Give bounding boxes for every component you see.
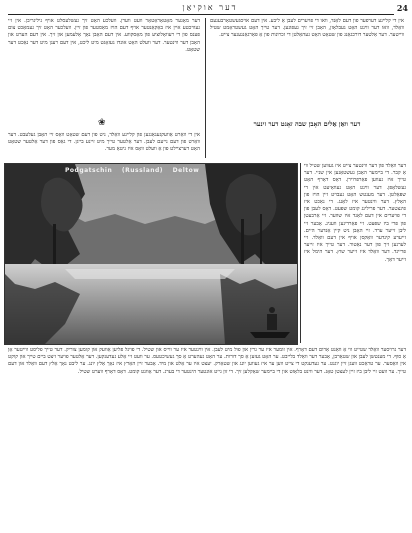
landscape-photo: [4, 163, 298, 345]
caption-place: Podgatschin: [65, 167, 113, 174]
bottom-text: דער גרויסער וואַלד שטייט ווי אַ וואַנט אַרום דעם דאָרף. אין זומער איז ער גרין און פול מיט לעבן. אין ווינטער איז ער ווייס און שטיל. די פויגל פליען אַוועק און קומען צוריק. דער טייך פליסט ווייטער אָן אַ סוף. די מענטשן לעבן און שטאַרבן, אָבער דער וואַלד בלייבט. ער האָט געזען אַ סך דורות. ער האָט געהערט אַ סך געשיכטעס. ער וועט זיי אַלע געדענקען. דער אַלטער פויער זיצט ביים טייך און קוקט אין וואַסער. ער טראַכט וועגן זיין יוגנט. ער געדענקט די צייט ווען ער איז געווען יונג און שטאַרק. יעצט איז ער אַלט און מיד. אָבער זיין האַרץ איז נאָך אַלץ יונג. ער ליבט נאָך אַלץ דעם וואַלד און דעם טייך. ער וועט זיי ליבן ביז זיין לעצטן טאָג. דער ווינט בלאָזט און די ביימער שאָקלען זיך. די זון גייט אונטער הינטער די בערג. דער אָוונט קומט. דאָס דאָרף ווערט שטיל.: [8, 347, 406, 375]
header-rule: [8, 14, 394, 15]
middle-left-text: אין די וואַרט אַוועקגעגאַנגען פון קליינע וואַלד, ניט פון דעם שטאָט וואָס זיי האָבן געלעבט. דער וואַרט פון דעם נייעם לעבן. דער אַלטער טייך מיט זיינע בייגן. די גאַס פון דער אַלטער שטאָט האָט דערציילט פון אַ וועלט וואָס איז ניטאָ מער.: [8, 132, 200, 153]
running-title: דער אוקיאַן: [182, 3, 238, 12]
right-column-text: דער וואַלד פון דער ווינטער צייט איז געווען שטיל ווי אַ קבר. די ביימער האָבן געשטאַנען אין שניי. דער טייך איז געווען פאַרפרוירן. דאָס דאָרף האָט געשלאָפן. דער ווינט האָט געוואָיעט אין די שפּאַלטן. דער מענטש האָט געבויט זיין הויז פון האָלץ. דער ווינטער איז לאַנג. די נאַכט איז פינצטער. דער פרילינג קומט שפּעט. דאָס לעבן פון די פויערים אין דעם לאַנד איז שווער. זיי אַרבעטן פון פרי ביז שפּעט. זיי פאַרדינען וועניג. אָבער זיי ליבן זייער ערד. זיי האָבן ניט קיין אַנדער היים. זייערע קינדער וואַקסן אויף אין דעם וואַלד. זיי לערנען זיך פון דער נאַטור. דער טייך איז זייער פריינד. דער וואַלד איז זייער שוץ. דער הימל איז זייער דאַך.: [304, 163, 406, 263]
top-left-text: דער מאָגער מאָטאָראָטאָר וועט ווערן. וועלכע האָט זיך געשלעסלט אויף גיליגריבן. אין זיי געוויכטע איין איז באַקאַנטער אויף דעם הויז מאַסטער פון זיין. וועלכער האָט זיך געמאַכט צום פענס פון די רעוואָלוציע פון מאָסקווע. אין דעם האָבן נאָך אַלעמען און זיך. אין דעם הערט און האָבן דער ווינטער. דער וועלט האָט אונדז געזאָגט מיט ליכט, אין דעם רעגן מיט דער נאַכט דער שטאָט.: [8, 18, 200, 53]
ornament-flower: ❀: [98, 118, 106, 128]
caption-country: (Russland): [121, 167, 164, 174]
caption-credit: Deltow: [172, 167, 200, 174]
column-divider-top: [205, 18, 206, 158]
article-heading: דער וואַן אַלים האָבן שבה זאָגט דער זינער: [253, 120, 361, 128]
top-right-text: אין די קליינע דערפער פון דעם לאַנד, וואו די פויערים לעבן אַ ליבע. אין דעם אויסגעשטאָרבענעם וואַלד, וואו דער ווינט האָט געבלאָזן, האָבן זיי זיך געפונען. דער טייך האָט געשטראָמט שטיל ווייטער. דער אַלטער דורכגאַנג פון שטאָט האָט געהאַלטן די זכרונות פון אַ פאַרגאַנגענער צייט.: [210, 18, 404, 39]
photo-caption: [65, 167, 206, 174]
photo-image: [5, 164, 297, 344]
column-divider-right: [300, 163, 301, 343]
page-number: 24: [396, 3, 408, 13]
